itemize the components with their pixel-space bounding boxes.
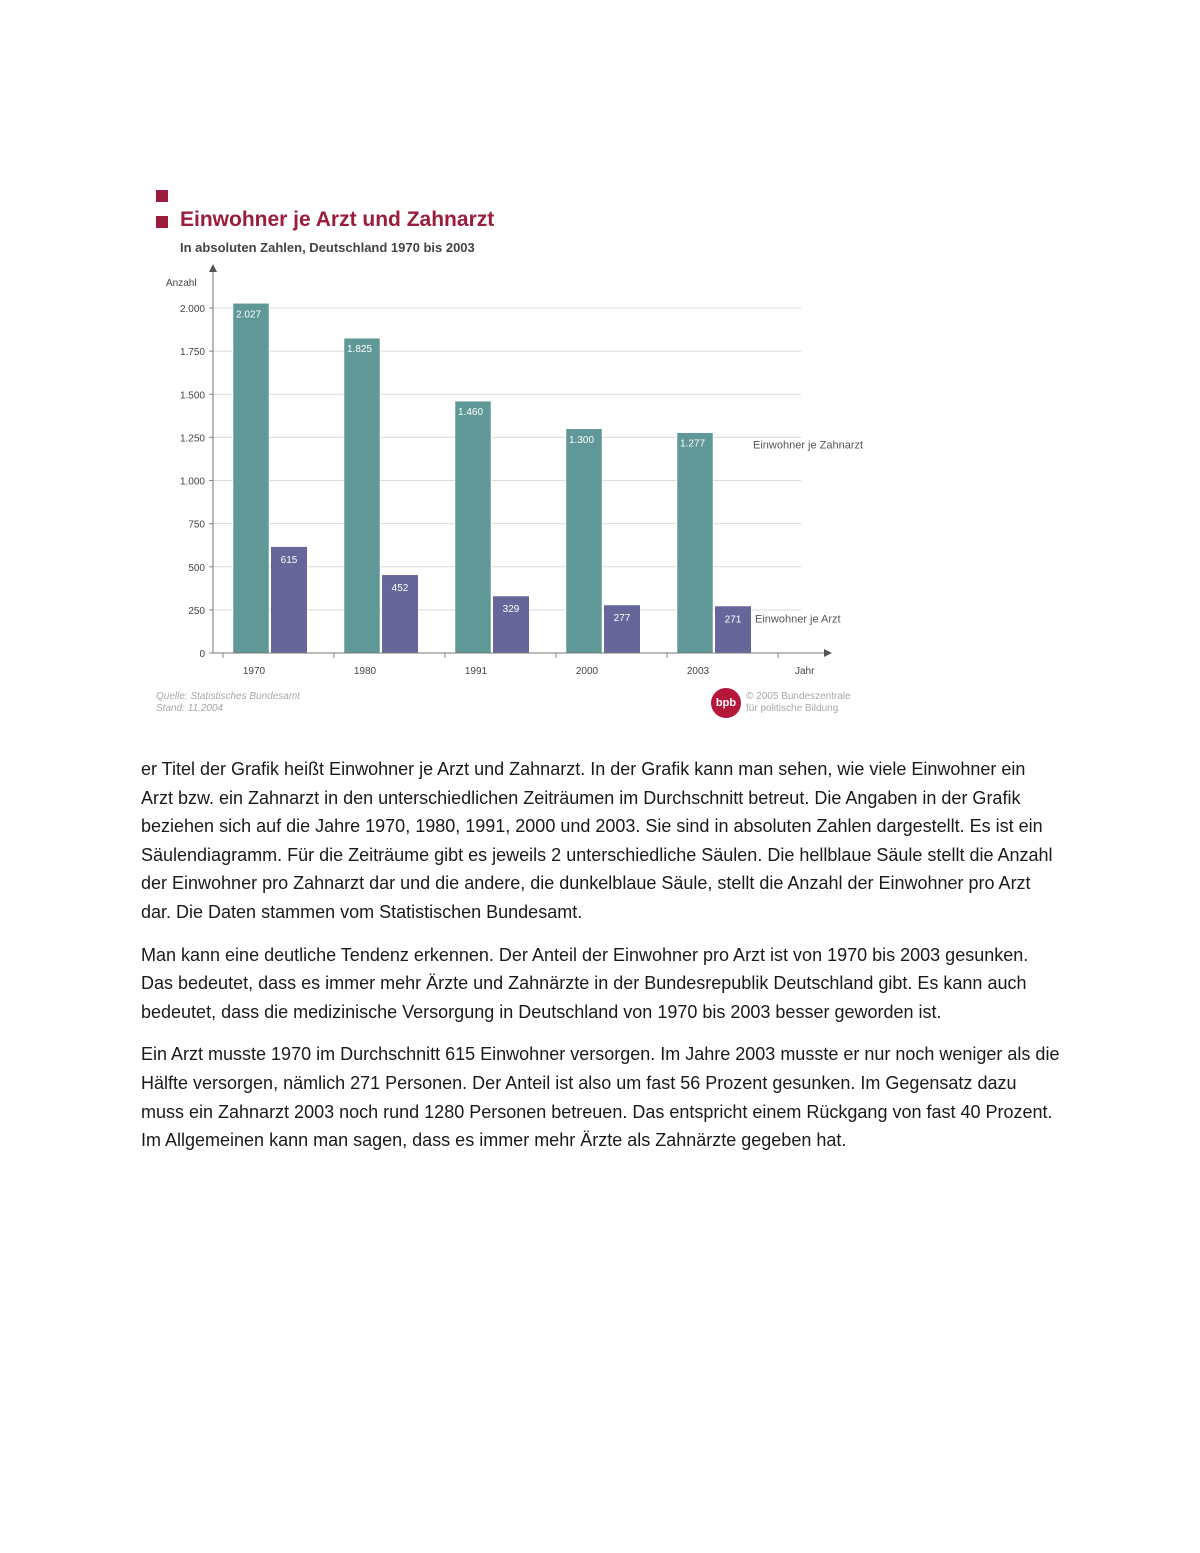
y-tick-label: 1.250 bbox=[179, 433, 205, 445]
paragraph-1: er Titel der Grafik heißt Einwohner je Arzt und Zahnarzt. In der Grafik kann man sehen, wie viele Einwohner ein Arzt bzw. ein Zahnarzt in den unterschiedlichen Zeiträumen im Durchschnitt betreut. Die Angaben in der Grafik beziehen sich auf die Jahre 1970, 1980, 1991, 2000 und 2003. Sie sind in absoluten Zahlen dargestellt. Es ist ein Säulendiagramm. Für die Zeiträume gibt es jeweils 2 unterschiedliche Säulen. Die hellblaue Säule stellt die Anzahl der Einwohner pro Zahnarzt dar und die andere, die dunkelblaue Säule, stellt die Anzahl der Einwohner pro Arzt dar. Die Daten stammen vom Statistischen Bundesamt. bbox=[141, 759, 1053, 922]
y-tick-label: 250 bbox=[188, 605, 205, 617]
bar-zahnarzt-1970 bbox=[233, 303, 269, 653]
bar-label-zahnarzt-1991: 1.460 bbox=[458, 407, 484, 419]
body-text bbox=[141, 755, 1061, 1169]
chart-subtitle: In absoluten Zahlen, Deutschland 1970 bis 2003 bbox=[180, 240, 475, 255]
source-line: Quelle: Statistisches Bundesamt bbox=[156, 691, 300, 702]
bar-label-zahnarzt-1980: 1.825 bbox=[347, 344, 373, 356]
paragraph-2: Man kann eine deutliche Tendenz erkennen. Der Anteil der Einwohner pro Arzt ist von 1970 bis 2003 gesunken. Das bedeutet, dass es immer mehr Ärzte und Zahnärzte in der Bundesrepublik Deutschland gibt. Es kann auch bedeutet, dass die medizinische Versorgung in Deutschland von 1970 bis 2003 besser geworden ist. bbox=[141, 944, 1029, 1022]
legend-arzt: Einwohner je Arzt bbox=[755, 613, 841, 626]
chart-copyright bbox=[746, 691, 851, 715]
y-tick-label: 750 bbox=[188, 519, 205, 531]
bar-label-arzt-2000: 277 bbox=[613, 613, 631, 625]
x-tick-label: 1980 bbox=[353, 666, 377, 677]
y-tick-label: 500 bbox=[188, 562, 205, 574]
bar-label-zahnarzt-1970: 2.027 bbox=[236, 309, 262, 321]
y-axis-arrow bbox=[209, 264, 217, 272]
source-date: Stand: 11.2004 bbox=[156, 703, 224, 714]
y-tick-label: 1.750 bbox=[179, 347, 205, 359]
bar-zahnarzt-1980 bbox=[344, 338, 380, 653]
y-tick-label: 1.000 bbox=[179, 476, 205, 488]
copyright-line-2: für politische Bildung bbox=[746, 703, 839, 714]
y-axis-label: Anzahl bbox=[166, 278, 197, 289]
bar-chart bbox=[148, 180, 878, 690]
x-axis-arrow bbox=[824, 649, 832, 657]
chart-source bbox=[156, 691, 300, 715]
x-tick-label: 1991 bbox=[464, 666, 488, 677]
paragraph-3: Ein Arzt musste 1970 im Durchschnitt 615 Einwohner versorgen. Im Jahre 2003 musste er nur noch weniger als die Hälfte versorgen, nämlich 271 Personen. Der Anteil ist also um fast 56 Prozent gesunken. Im Gegensatz dazu muss ein Zahnarzt 2003 noch rund 1280 Personen betreuen. Das entspricht einem Rückgang von fast 40 Prozent. Im Allgemeinen kann man sagen, dass es immer mehr Ärzte als Zahnärzte gegeben hat. bbox=[141, 1044, 1060, 1151]
x-tick-label: 2003 bbox=[686, 666, 710, 677]
bar-zahnarzt-2003 bbox=[677, 433, 713, 653]
bpb-logo: bpb bbox=[711, 688, 741, 718]
x-tick-label: 1970 bbox=[242, 666, 266, 677]
bar-label-arzt-1991: 329 bbox=[502, 604, 520, 616]
chart-figure bbox=[148, 180, 878, 725]
copyright-line-1: © 2005 Bundeszentrale bbox=[746, 691, 851, 702]
bars bbox=[233, 303, 863, 653]
bar-zahnarzt-1991 bbox=[455, 401, 491, 653]
y-tick-label: 0 bbox=[199, 649, 205, 660]
x-tick-label: 2000 bbox=[575, 666, 599, 677]
bar-label-zahnarzt-2000: 1.300 bbox=[569, 434, 595, 446]
bar-label-arzt-1970: 615 bbox=[280, 554, 298, 566]
legend-zahnarzt: Einwohner je Zahnarzt bbox=[753, 439, 864, 452]
bar-label-zahnarzt-2003: 1.277 bbox=[680, 438, 706, 450]
x-axis-label: Jahr bbox=[795, 666, 815, 677]
bar-arzt-2003 bbox=[715, 606, 751, 653]
bar-label-arzt-1980: 452 bbox=[391, 583, 409, 595]
y-tick-label: 2.000 bbox=[179, 304, 205, 315]
y-tick-label: 1.500 bbox=[179, 390, 205, 402]
bar-label-arzt-2003: 271 bbox=[724, 614, 742, 626]
bar-zahnarzt-2000 bbox=[566, 429, 602, 653]
chart-title: Einwohner je Arzt und Zahnarzt bbox=[180, 208, 495, 231]
